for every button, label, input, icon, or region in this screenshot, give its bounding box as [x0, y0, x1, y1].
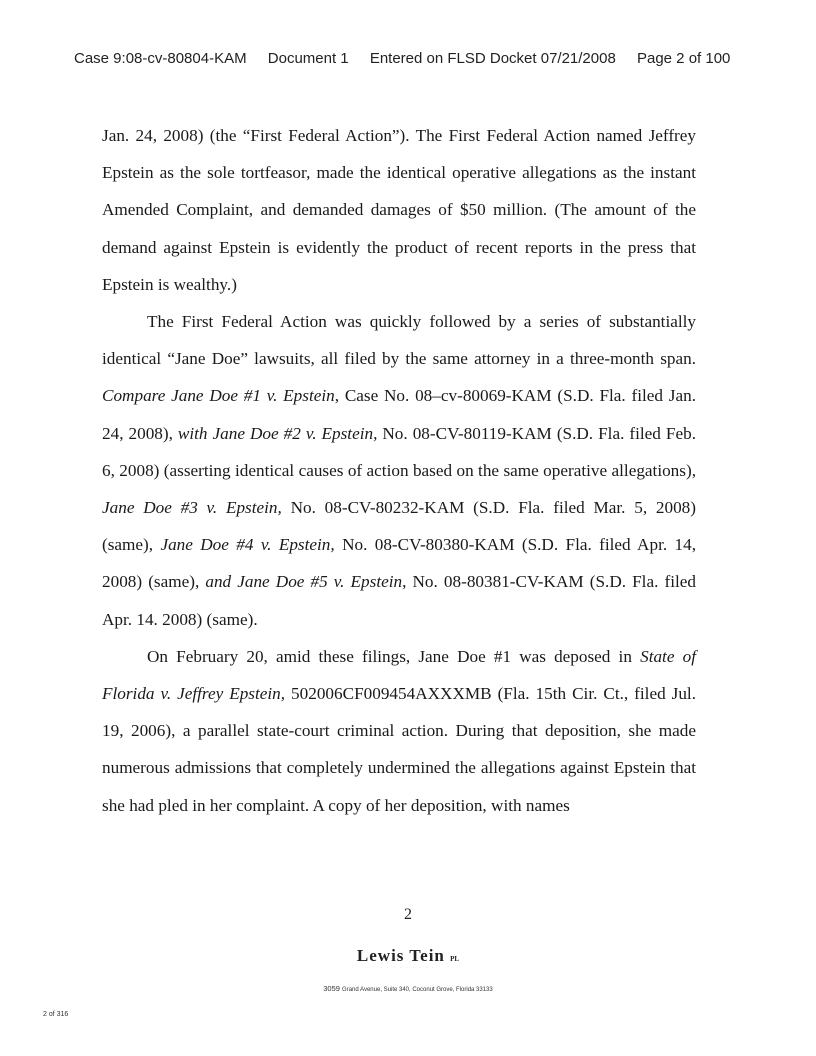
paragraph-2-text-i: No. 08-CV-80380-KAM (S.D. Fla. filed Apr. 14, 2008) (same), [102, 535, 696, 592]
paragraph-1-text: Jan. 24, 2008) (the “First Federal Action”). The First Federal Action named Jeffrey Epstein as the sole tortfeasor, made the identical operative allegations as the instant Amended Complaint, and demanded damages of $50 million. (The amount of the demand against Epstein is evidently the product of recent reports in the press that Epstein is wealthy.) [102, 126, 696, 294]
case-citation-doe-4: Jane Doe #4 v. Epstein, [160, 535, 335, 555]
paragraph-1 [102, 117, 696, 303]
paragraph-2 [102, 303, 696, 638]
paragraph-2-text-g: No. 08-CV-80232-KAM (S.D. Fla. filed Mar. 5, 2008) (same), [102, 498, 696, 555]
address-street: Grand Avenue [342, 987, 381, 993]
address-suite: , Suite 340, [380, 987, 413, 993]
case-citation-doe-2: with Jane Doe #2 v. Epstein, [177, 423, 378, 443]
address-state: , Florida 33133 [452, 987, 493, 993]
docket-header [74, 50, 754, 67]
paragraph-2-text-a: The First Federal Action was quickly followed by a series of substantially identical “Jane Doe” lawsuits, all filed by the same attorney in a three-month span. [102, 312, 696, 369]
paragraph-3-text-c: 502006CF009454AXXXMB (Fla. 15th Cir. Ct., filed Jul. 19, 2006), a parallel state-court criminal action. During that deposition, she made numerous admissions that completely undermined the allegations against Epstein that she had pled in her complaint. A copy of her deposition, with names [102, 684, 697, 815]
paragraph-2-text-k: , No. 08-80381-CV-KAM (S.D. Fla. filed Apr. 14. 2008) (same). [102, 572, 696, 629]
case-citation-compare: Compare Jane Doe #1 v. Epstein [102, 386, 335, 406]
firm-address [0, 984, 816, 993]
paragraph-2-text-e: No. 08-CV-80119-KAM (S.D. Fla. filed Feb. 6, 2008) (asserting identical causes of action based on the same operative allegations), [102, 423, 696, 480]
page-count: 2 of 316 [43, 1011, 69, 1018]
case-citation-state: State of Florida v. Jeffrey Epstein, [102, 646, 696, 704]
firm-logo-tagline: · · · · · · · · · [380, 965, 436, 970]
firm-logo [0, 946, 816, 966]
address-number: 3059 [323, 984, 343, 993]
document-body [102, 117, 696, 824]
case-citation-doe-5: and Jane Doe #5 v. Epstein [205, 572, 403, 592]
address-city: Coconut Grove [412, 987, 453, 993]
paragraph-3 [102, 638, 696, 824]
firm-suffix: PL [450, 955, 460, 963]
firm-name: Lewis Tein [356, 946, 445, 965]
paragraph-2-text-c: , Case No. 08–cv-80069-KAM (S.D. Fla. filed Jan. 24, 2008), [102, 386, 697, 443]
paragraph-3-text-a: On February 20, amid these filings, Jane Doe #1 was deposed in [147, 646, 641, 666]
document-number: Document 1 [267, 50, 349, 67]
case-citation-doe-3: Jane Doe #3 v. Epstein, [102, 498, 282, 518]
case-number: Case 9:08-cv-80804-KAM [74, 50, 247, 67]
page-number: 2 [404, 906, 412, 923]
docket-entry: Entered on FLSD Docket 07/21/2008 [369, 50, 616, 67]
page-indicator: Page 2 of 100 [636, 50, 731, 67]
